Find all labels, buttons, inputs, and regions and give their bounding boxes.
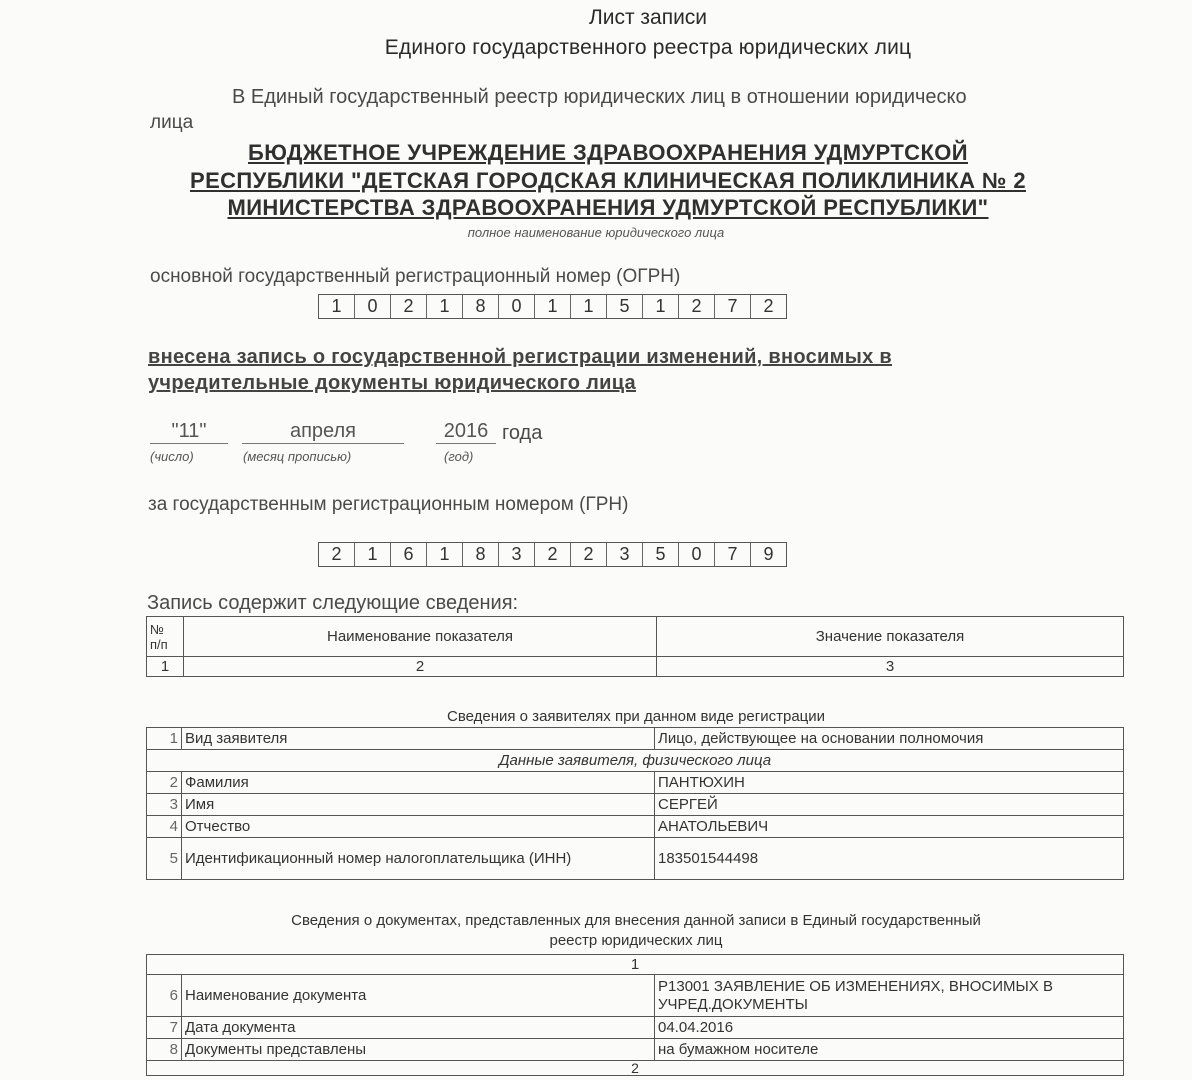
row-name: Отчество: [182, 816, 655, 838]
grn-digits: [318, 542, 787, 567]
grn-digit: 6: [391, 543, 427, 566]
day-caption: (число): [150, 449, 194, 464]
grn-digit: 3: [499, 543, 535, 566]
date-day: "11": [150, 420, 228, 444]
date-month: апреля: [242, 420, 404, 444]
documents-heading-line-1: Сведения о документах, представленных для внесения данной записи в Единый государственный: [291, 912, 981, 929]
grn-digit: 8: [463, 543, 499, 566]
records-heading: Запись содержит следующие сведения:: [147, 592, 519, 614]
row-value: Р13001 ЗАЯВЛЕНИЕ ОБ ИЗМЕНЕНИЯХ, ВНОСИМЫХ В УЧРЕД.ДОКУМЕНТЫ: [655, 975, 1124, 1017]
organization-name-line-3: МИНИСТЕРСТВА ЗДРАВООХРАНЕНИЯ УДМУРТСКОЙ РЕСПУБЛИКИ": [227, 195, 989, 220]
row-number: 4: [147, 816, 182, 838]
ogrn-digit: 0: [499, 295, 535, 318]
ogrn-digit: 5: [607, 295, 643, 318]
grn-digit: 0: [679, 543, 715, 566]
date-year: 2016: [436, 420, 496, 444]
organization-name-line-2: РЕСПУБЛИКИ "ДЕТСКАЯ ГОРОДСКАЯ КЛИНИЧЕСКАЯ ПОЛИКЛИНИКА № 2: [190, 168, 1026, 193]
row-number: 3: [147, 794, 182, 816]
table-row: [147, 728, 1124, 750]
documents-heading-line-2: реестр юридических лиц: [549, 932, 723, 949]
document-group-1: 1: [147, 955, 1124, 975]
table-row: [147, 1017, 1124, 1039]
ogrn-digit: 1: [643, 295, 679, 318]
row-value: СЕРГЕЙ: [655, 794, 1124, 816]
applicants-heading: Сведения о заявителях при данном виде регистрации: [446, 708, 826, 725]
col-index-3: 3: [657, 657, 1124, 677]
row-value: Лицо, действующее на основании полномочия: [655, 728, 1124, 750]
ogrn-digit: 2: [391, 295, 427, 318]
organization-caption: полное наименование юридического лица: [467, 225, 725, 240]
row-number: 6: [147, 975, 182, 1017]
row-value: 04.04.2016: [655, 1017, 1124, 1039]
intro-line-1: В Единый государственный реестр юридических лиц в отношении юридическо: [232, 86, 967, 108]
organization-name-line-1: БЮДЖЕТНОЕ УЧРЕЖДЕНИЕ ЗДРАВООХРАНЕНИЯ УДМУРТСКОЙ: [247, 140, 969, 165]
document-subtitle: Единого государственного реестра юридических лиц: [384, 36, 912, 59]
ogrn-label: основной государственный регистрационный номер (ОГРН): [150, 266, 681, 287]
row-name: Идентификационный номер налогоплательщика (ИНН): [182, 838, 655, 880]
table-row: [147, 816, 1124, 838]
date-year-suffix: года: [502, 422, 543, 444]
grn-digit: 7: [715, 543, 751, 566]
ogrn-digit: 1: [427, 295, 463, 318]
applicant-subheading: Данные заявителя, физического лица: [147, 750, 1124, 772]
col-index-1: 1: [147, 657, 184, 677]
documents-table: [146, 954, 1124, 1076]
grn-digit: 2: [319, 543, 355, 566]
row-name: Документы представлены: [182, 1039, 655, 1061]
col-name-header: Наименование показателя: [184, 617, 657, 657]
row-number: 1: [147, 728, 182, 750]
document-group-2: 2: [147, 1061, 1124, 1076]
row-number: 7: [147, 1017, 182, 1039]
year-caption: (год): [444, 449, 474, 464]
month-caption: (месяц прописью): [243, 449, 352, 464]
ogrn-digit: 1: [535, 295, 571, 318]
entry-line-1: внесена запись о государственной регистрации изменений, вносимых в: [148, 346, 892, 368]
row-value: АНАТОЛЬЕВИЧ: [655, 816, 1124, 838]
row-number: 2: [147, 772, 182, 794]
intro-line-2: лица: [150, 112, 194, 133]
ogrn-digit: 8: [463, 295, 499, 318]
records-header-table: [146, 616, 1124, 677]
row-name: Имя: [182, 794, 655, 816]
row-value: 183501544498: [655, 838, 1124, 880]
grn-digit: 1: [427, 543, 463, 566]
row-name: Фамилия: [182, 772, 655, 794]
table-row: [147, 1039, 1124, 1061]
table-row: [147, 794, 1124, 816]
row-value: на бумажном носителе: [655, 1039, 1124, 1061]
grn-digit: 9: [763, 544, 774, 564]
ogrn-digit: 2: [679, 295, 715, 318]
col-index-2: 2: [184, 657, 657, 677]
grn-digit: 3: [607, 543, 643, 566]
table-row: [147, 838, 1124, 880]
grn-digit: 2: [535, 543, 571, 566]
ogrn-digits: [318, 294, 787, 319]
row-name: Дата документа: [182, 1017, 655, 1039]
entry-line-2: учредительные документы юридического лица: [148, 372, 636, 394]
ogrn-digit: 0: [355, 295, 391, 318]
grn-digit: 2: [571, 543, 607, 566]
grn-label: за государственным регистрационным номером (ГРН): [148, 494, 629, 515]
applicants-table: [146, 727, 1124, 880]
ogrn-digit: 7: [715, 295, 751, 318]
grn-digit: 1: [355, 543, 391, 566]
table-row: [147, 772, 1124, 794]
document-title: Лист записи: [588, 6, 708, 29]
ogrn-digit: 1: [571, 295, 607, 318]
col-value-header: Значение показателя: [657, 617, 1124, 657]
row-name: Вид заявителя: [182, 728, 655, 750]
row-number: 5: [147, 838, 182, 880]
grn-digit: 5: [643, 543, 679, 566]
row-value: ПАНТЮХИН: [655, 772, 1124, 794]
col-num-header: № п/п: [147, 617, 184, 657]
table-row: [147, 975, 1124, 1017]
ogrn-digit: 2: [763, 296, 774, 316]
ogrn-digit: 1: [319, 295, 355, 318]
row-name: Наименование документа: [182, 975, 655, 1017]
row-number: 8: [147, 1039, 182, 1061]
